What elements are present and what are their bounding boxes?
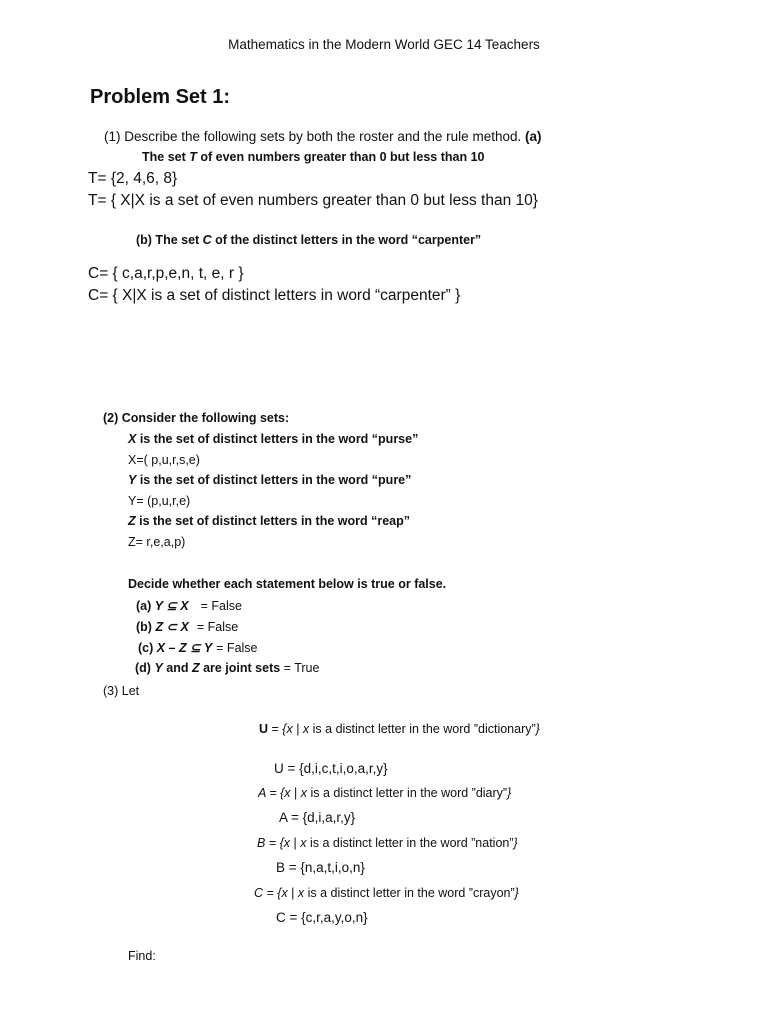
set-b-variable: B <box>257 836 266 850</box>
set-u-variable: U <box>259 722 269 736</box>
set-a-rule-bar: | <box>290 786 301 800</box>
set-b-rule-x: x <box>300 836 307 850</box>
page-header: Mathematics in the Modern World GEC 14 Teachers <box>228 37 540 52</box>
statement-b-label: (b) <box>136 620 156 634</box>
set-y-description-text: is the set of distinct letters in the word “pure” <box>136 473 412 487</box>
statement-b-expression: Z ⊂ X <box>155 620 189 634</box>
set-a-variable: A <box>258 786 266 800</box>
set-a-rule-x: x <box>300 786 307 800</box>
statement-d-var1: Y <box>154 661 163 675</box>
set-b-rule-text: is a distinct letter in the word ”nation” <box>306 836 514 850</box>
set-x-description-text: is the set of distinct letters in the word “purse” <box>136 432 419 446</box>
page-title: Problem Set 1: <box>90 86 231 108</box>
statement-a-label: (a) <box>136 599 155 613</box>
statement-a-answer: = False <box>200 599 242 613</box>
statement-c <box>138 640 258 655</box>
set-b-roster: B = {n,a,t,i,o,n} <box>276 860 365 875</box>
set-b-rule-open: = {x <box>265 836 291 850</box>
statement-d <box>135 661 319 675</box>
statement-d-label: (d) <box>135 661 155 675</box>
statement-b-answer: = False <box>196 620 239 634</box>
part-b-prompt-post: of the distinct letters in the word “carpenter” <box>211 233 482 247</box>
set-c-rule-bar: | <box>287 886 298 900</box>
set-u-roster: U = {d,i,c,t,i,o,a,r,y} <box>274 761 388 776</box>
set-y-description <box>128 473 411 487</box>
set-a-rule-open: = {x <box>265 786 291 800</box>
set-b-rule <box>257 836 518 850</box>
statement-c-label: (c) <box>138 641 157 655</box>
find-label: Find: <box>128 949 156 963</box>
set-t-rule: T= { X|X is a set of even numbers greater than 0 but less than 10} <box>88 192 538 209</box>
set-z-description-text: is the set of distinct letters in the word “reap” <box>135 514 410 528</box>
set-a-rule-text: is a distinct letter in the word ”diary” <box>307 786 508 800</box>
set-x-description <box>128 432 418 446</box>
set-u-rule-x: x <box>302 722 310 736</box>
set-c-rule: C= { X|X is a set of distinct letters in word “carpenter” } <box>88 287 461 304</box>
statement-c-expression: X – Z ⊆ Y <box>156 641 213 655</box>
part-a-prompt-post: of even numbers greater than 0 but less than 10 <box>196 150 485 164</box>
set-u-rule-eq: = <box>268 722 283 736</box>
statement-d-var2: Z <box>191 661 200 675</box>
set-u-rule-open: {x <box>282 722 293 736</box>
set-a-rule <box>258 786 511 800</box>
problem1-part-a-label: (a) <box>525 129 542 144</box>
set-x-answer: X=( p,u,r,s,e) <box>128 453 200 467</box>
part-b-prompt-pre: (b) The set <box>136 233 203 247</box>
set-z-description <box>128 514 410 528</box>
statement-d-answer: = True <box>280 661 320 675</box>
set-a-roster: A = {d,i,a,r,y} <box>279 810 356 825</box>
problem1-part-a-prompt <box>142 150 484 164</box>
set-u-rule <box>259 722 540 736</box>
set-t-variable: T <box>189 150 197 164</box>
set-u-rule-text: is a distinct letter in the word ”dictionary” <box>309 722 536 736</box>
problem3-intro: (3) Let <box>103 684 140 698</box>
set-c-rule-text: is a distinct letter in the word ”crayon” <box>304 886 515 900</box>
statement-c-answer: = False <box>216 641 258 655</box>
problem2-intro: (2) Consider the following sets: <box>103 411 290 425</box>
set-u-rule-bar: | <box>292 722 303 736</box>
statement-a <box>136 598 242 613</box>
statement-d-text: are joint sets <box>199 661 281 675</box>
set-z-variable: Z <box>128 514 136 528</box>
set-z-answer: Z= r,e,a,p) <box>128 535 186 549</box>
set-c-rule-close: } <box>514 886 519 900</box>
problem1-intro <box>104 129 542 144</box>
set-c-rule-p3 <box>254 886 519 900</box>
problem1-part-b-prompt <box>136 233 481 247</box>
set-y-variable: Y <box>128 473 137 487</box>
set-c-roster: C= { c,a,r,p,e,n, t, e, r } <box>88 265 244 282</box>
set-y-answer: Y= (p,u,r,e) <box>128 494 191 508</box>
statement-d-and: and <box>162 661 192 675</box>
set-t-roster: T= {2, 4,6, 8} <box>88 170 178 187</box>
decide-instruction: Decide whether each statement below is true or false. <box>128 577 447 591</box>
set-c-rule-open: = {x <box>263 886 288 900</box>
set-c-roster-p3: C = {c,r,a,y,o,n} <box>276 910 368 925</box>
set-b-rule-bar: | <box>290 836 301 850</box>
statement-a-expression: Y ⊆ X <box>154 599 189 613</box>
set-a-rule-close: } <box>507 786 512 800</box>
set-c-variable: C <box>202 233 212 247</box>
problem1-intro-text: (1) Describe the following sets by both the roster and the rule method. <box>104 129 522 144</box>
set-b-rule-close: } <box>513 836 518 850</box>
part-a-prompt-pre: The set <box>142 150 190 164</box>
statement-b <box>136 619 238 634</box>
set-x-variable: X <box>128 432 137 446</box>
set-u-rule-close: } <box>535 722 540 736</box>
set-c-variable-p3: C <box>254 886 264 900</box>
set-c-rule-x: x <box>297 886 305 900</box>
